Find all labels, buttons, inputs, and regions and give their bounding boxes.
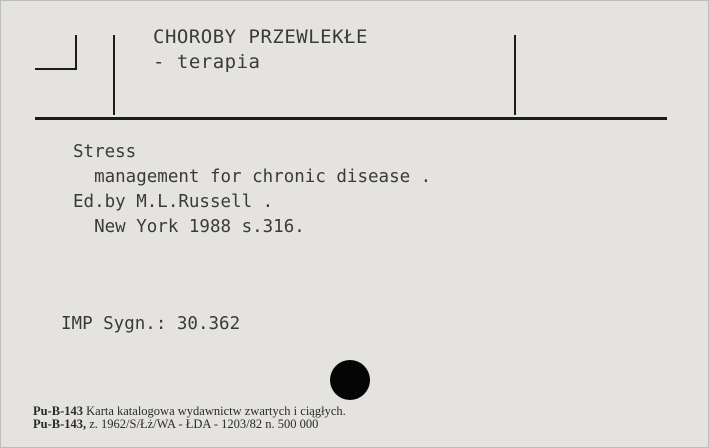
subject-heading-line1: CHOROBY PRZEWLEKŁE	[153, 26, 368, 48]
call-number: IMP Sygn.: 30.362	[61, 314, 241, 334]
footer-line2-code: Pu-B-143,	[33, 417, 87, 431]
footer-line2	[33, 418, 346, 431]
entry-editor: Ed.by M.L.Russell .	[73, 192, 274, 212]
entry-imprint: New York 1988 s.316.	[73, 217, 305, 237]
footer-line2-text: z. 1962/S/Łż/WA - ŁDA - 1203/82 n. 500 000	[86, 417, 319, 431]
footer-line1-text: Karta katalogowa wydawnictw zwartych i ciągłych.	[83, 404, 346, 418]
bibliographic-entry	[73, 140, 431, 240]
vertical-rule-right	[514, 35, 516, 115]
footer-line1-code: Pu-B-143	[33, 404, 83, 418]
entry-title: Stress	[73, 142, 137, 162]
vertical-rule-left	[113, 35, 115, 115]
card-footer	[33, 405, 346, 431]
subject-heading	[153, 25, 368, 75]
subject-heading-line2: - terapia	[153, 51, 261, 73]
punch-hole	[330, 360, 370, 400]
corner-mark	[35, 35, 77, 70]
entry-subtitle: management for chronic disease .	[73, 167, 432, 187]
horizontal-rule	[35, 117, 667, 120]
